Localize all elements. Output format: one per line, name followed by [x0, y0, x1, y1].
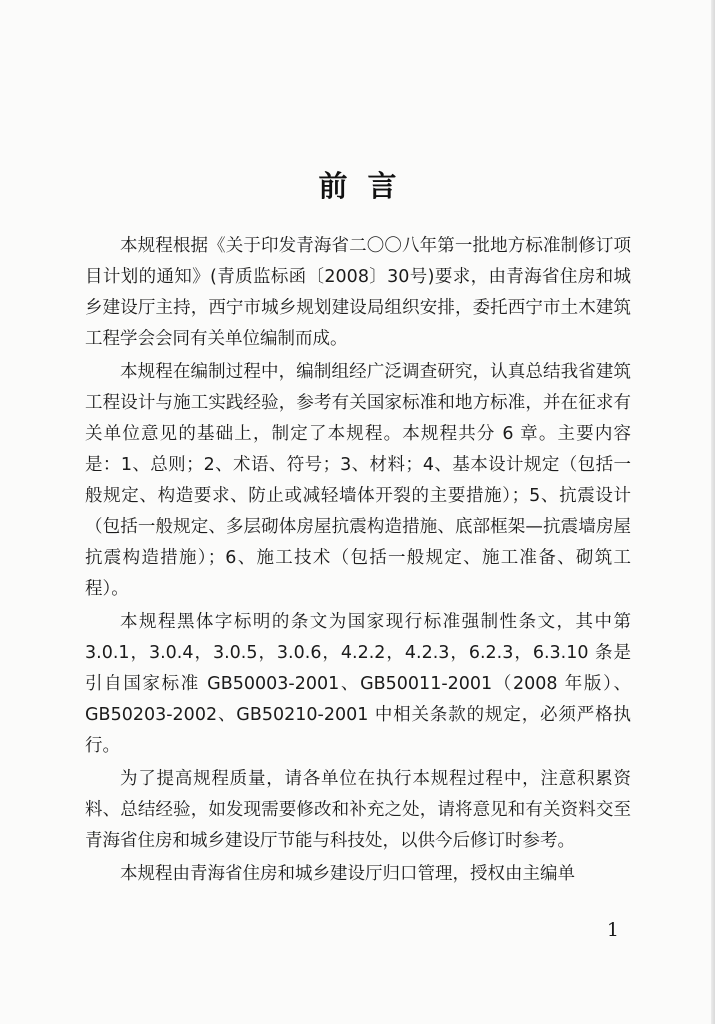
paragraph-5: 本规程由青海省住房和城乡建设厅归口管理，授权由主编单 [120, 864, 575, 884]
page-number: 1 [606, 919, 619, 941]
page-edge [711, 0, 715, 1024]
paragraph-1: 本规程根据《关于印发青海省二〇〇八年第一批地方标准制修订项目计划的通知》(青质监标函〔2008〕30号)要求，由青海省住房和城乡建设厅主持，西宁市城乡规划建设局组织安排，委托西宁市土木建筑工程学会会同有关单位编制而成。 [85, 236, 631, 349]
body-text [85, 231, 631, 890]
paragraph-2: 本规程在编制过程中，编制组经广泛调查研究，认真总结我省建筑工程设计与施工实践经验，参考有关国家标准和地方标准，并在征求有关单位意见的基础上，制定了本规程。本规程共分 6 章。主要内容是：1、总则；2、术语、符号；3、材料；4、基本设计规定（包括一般规定、构造要求、防止或减轻墙体开裂的主要措施）；5、抗震设计（包括一般规定、多层砌体房屋抗震构造措施、底部框架—抗震墙房屋抗震构造措施）；6、施工技术（包括一般规定、施工准备、砌筑工程）。 [85, 362, 631, 599]
paragraph-4: 为了提高规程质量，请各单位在执行本规程过程中，注意积累资料、总结经验，如发现需要修改和补充之处，请将意见和有关资料交至青海省住房和城乡建设厅节能与科技处，以供今后修订时参考。 [85, 769, 631, 851]
page-title: 前言 [318, 169, 417, 203]
paragraph-3: 本规程黑体字标明的条文为国家现行标准强制性条文，其中第 3.0.1，3.0.4，3.0.5，3.0.6，4.2.2，4.2.3，6.2.3，6.3.10 条是引自国家标准 GB50003-2001、GB50011-2001（2008 年版）、GB50203-2002、GB50210-2001 中相关条款的规定，必须严格执行。 [85, 612, 631, 756]
